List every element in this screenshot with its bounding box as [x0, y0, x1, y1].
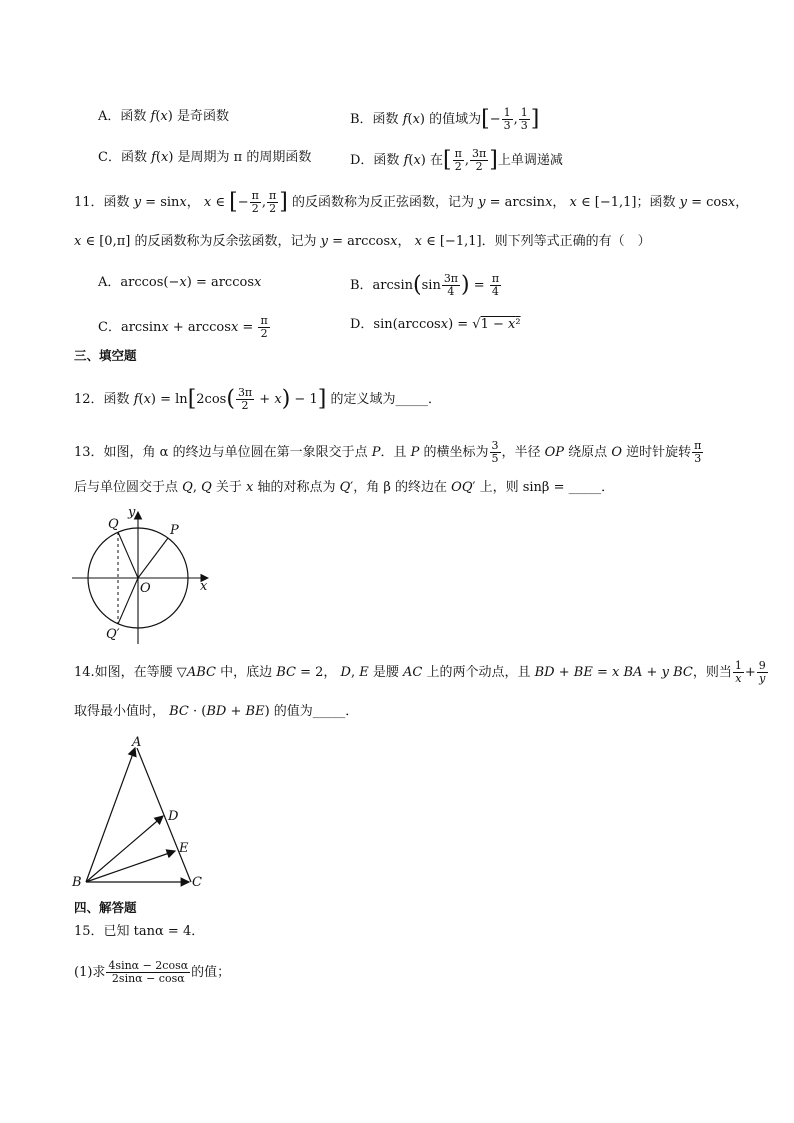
- q14-stem-line1: 14.如图，在等腰 ▽ABC 中，底边 BC = 2， D, E 是腰 AC 上的两个动点，且 BD + BE = x BA + y BC，则当 $\frac{1}{x}$ + $\frac{9}{y}$: [74, 659, 766, 685]
- segment-oq: [118, 532, 138, 578]
- q10-option-c: C．函数 f(x) 是周期为 π 的周期函数: [98, 150, 312, 165]
- q12-stem: 12．函数 f(x) = ln[2cos( $\frac{3\pi}{2}$ + x) − 1] 的定义域为_____．: [74, 386, 441, 412]
- q13-stem-line1: 13．如图，角 α 的终边与单位圆在第一象限交于点 P．且 P 的横坐标为 $\frac{3}{5}$ ，半径 OP 绕原点 O 逆时针旋转 $\frac{\pi}{3}$: [74, 439, 702, 465]
- label-a: A: [132, 735, 142, 750]
- label-p: P: [170, 523, 179, 538]
- q11-stem-line2: x ∈ [0,π] 的反函数称为反余弦函数，记为 y = arccosx， x ∈ [−1,1]．则下列等式正确的有（ ）: [74, 234, 651, 249]
- section-4-heading: 四、解答题: [74, 900, 137, 915]
- q14-stem-line2: 取得最小值时， BC · (BD + BE) 的值为_____．: [74, 704, 359, 719]
- q10-option-d: D．函数 f(x) 在[ $\frac{\pi}{2}$ , $\frac{3\pi}{2}$ ]上单调递减: [350, 147, 563, 173]
- q11-option-a: A．arccos(−x) = arccosx: [98, 275, 262, 290]
- label-b: B: [72, 875, 82, 890]
- q15-part1: (1)求 $\frac{4\sin\alpha - 2\cos\alpha}{2\sin\alpha - \cos\alpha}$ 的值；: [74, 959, 231, 985]
- vector-be: [86, 851, 175, 882]
- q13-unit-circle-figure: [66, 500, 216, 650]
- segment-op: [138, 538, 168, 578]
- label-q: Q: [108, 517, 119, 532]
- section-3-heading: 三、填空题: [74, 348, 137, 363]
- label-e: E: [179, 841, 189, 856]
- segment-oqp: [118, 578, 138, 624]
- vector-ba: [86, 748, 135, 882]
- label-o: O: [140, 581, 151, 596]
- q11-stem-line1: 11．函数 y = sinx， x ∈ [− $\frac{\pi}{2}$ , $\frac{\pi}{2}$ ] 的反函数称为反正弦函数，记为 y = arcsinx， x ∈ [−1,1]；函数 y = cosx，: [74, 189, 749, 215]
- q15-stem: 15．已知 tanα = 4．: [74, 924, 205, 939]
- q13-stem-line2: 后与单位圆交于点 Q, Q 关于 x 轴的对称点为 Q′，角 β 的终边在 OQ′ 上，则 sinβ = _____．: [74, 480, 615, 495]
- q11-option-d: D．sin(arccosx) = √1 − x²: [350, 317, 521, 332]
- q10-option-a: A．函数 f(x) 是奇函数: [98, 109, 229, 124]
- label-q-prime: Q′: [106, 627, 120, 642]
- q11-option-b: B．arcsin(sin $\frac{3\pi}{4}$ ) = $\frac{\pi}{4}$: [350, 272, 500, 298]
- q10-option-b: B．函数 f(x) 的值域为[− $\frac{1}{3}$ , $\frac{1}{3}$ ]: [350, 106, 540, 132]
- label-x: x: [200, 579, 208, 594]
- label-y: y: [128, 505, 136, 520]
- label-c: C: [192, 875, 202, 890]
- label-d: D: [168, 809, 179, 824]
- q11-option-c: C．arcsinx + arccosx = $\frac{\pi}{2}$: [98, 314, 268, 340]
- q14-triangle-figure: [66, 734, 216, 894]
